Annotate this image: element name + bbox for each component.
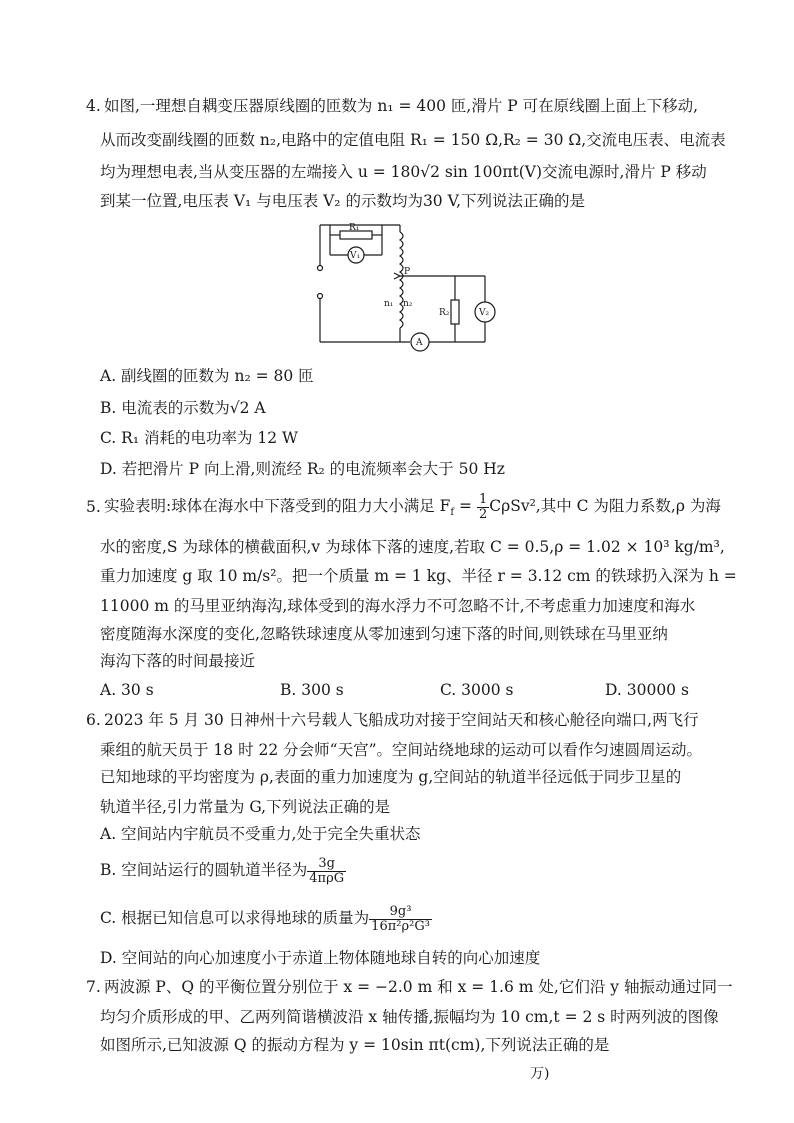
q7-text-line-1: 两波源 P、Q 的平衡位置分别位于 x = −2.0 m 和 x = 1.6 m 处,它们沿 y 轴振动通过同一 <box>104 978 733 996</box>
page-footer: 万) <box>530 1066 550 1082</box>
q6-text-line-3: 已知地球的平均密度为 ρ,表面的重力加速度为 g,空间站的轨道半径远低于同步卫星的 <box>100 768 682 786</box>
q4-text-line-2: 从而改变副线圈的匝数 n₂,电路中的定值电阻 R₁ = 150 Ω,R₂ = 30 Ω,交流电压表、电流表 <box>100 131 726 149</box>
q4-text-line-3: 均为理想电表,当从变压器的左端接入 u = 180√2 sin 100πt(V)交流电源时,滑片 P 移动 <box>100 163 707 181</box>
r1-label: R₁ <box>349 223 360 233</box>
q6-text-line-2: 乘组的航天员于 18 时 22 分会师“天宫”。空间站绕地球的运动可以看作匀速圆周运动。 <box>100 741 703 759</box>
q5-text-line-2: 水的密度,S 为球体的横截面积,v 为球体下落的速度,若取 C = 0.5,ρ = 1.02 × 10³ kg/m³, <box>100 538 725 556</box>
q4-option-c: C. R₁ 消耗的电功率为 12 W <box>100 429 298 447</box>
q4-text-line-4: 到某一位置,电压表 V₁ 与电压表 V₂ 的示数均为30 V,下列说法正确的是 <box>100 192 586 210</box>
q4-option-b: B. 电流表的示数为√2 A <box>100 399 266 417</box>
q5-option-c: C. 3000 s <box>440 681 514 699</box>
q6-option-c: C. 根据已知信息可以求得地球的质量为 $\frac{\text{9g³}}{\text{16π²ρ²G³}}$ <box>100 903 430 934</box>
q4-text-line-1: 如图,一理想自耦变压器原线圈的匝数为 n₁ = 400 匝,滑片 P 可在原线圈上面上下移动, <box>104 97 699 115</box>
q5-half-fraction: $\frac{1}{2}$ <box>478 491 488 522</box>
transformer-circuit-diagram <box>300 220 505 355</box>
q5-text-line-6: 海沟下落的时间最接近 <box>100 652 256 670</box>
q5-number: 5. <box>86 498 101 516</box>
q5-text-line-3: 重力加速度 g 取 10 m/s²。把一个质量 m = 1 kg、半径 r = 3.12 cm 的铁球扔入深为 h = <box>100 567 737 585</box>
q6-text-line-1: 2023 年 5 月 30 日神州十六号载人飞船成功对接于空间站天和核心舱径向端口,两飞行 <box>104 711 699 729</box>
slider-p-label: P <box>404 267 411 277</box>
q6-option-c-fraction: $\frac{\text{9g³}}{\text{16π²ρ²G³}}$ <box>371 903 430 934</box>
v1-label: V₁ <box>350 251 361 261</box>
v2-label: V₂ <box>479 308 490 318</box>
q4-option-a: A. 副线圈的匝数为 n₂ = 80 匝 <box>100 367 314 385</box>
q7-text-line-2: 均匀介质形成的甲、乙两列简谐横波沿 x 轴传播,振幅均为 10 cm,t = 2 s 时两列波的图像 <box>100 1008 719 1026</box>
q5-eq: = <box>454 497 477 515</box>
r2-label: R₂ <box>439 308 450 318</box>
q5-text-line-4: 11000 m 的马里亚纳海沟,球体受到的海水浮力不可忽略不计,不考虑重力加速度和海水 <box>100 597 696 615</box>
q5-text-line-5: 密度随海水深度的变化,忽略铁球速度从零加速到匀速下落的时间,则铁球在马里亚纳 <box>100 625 668 643</box>
q4-number: 4. <box>86 97 101 115</box>
n2-label: n₂ <box>403 299 413 309</box>
q5-line1-pre: 实验表明:球体在海水中下落受到的阻力大小满足 F <box>104 497 451 515</box>
q7-number: 7. <box>86 978 101 996</box>
q6-option-b: B. 空间站运行的圆轨道半径为 $\frac{3g}{\text{4πρG}}$ <box>100 855 345 886</box>
q6-option-a: A. 空间站内宇航员不受重力,处于完全失重状态 <box>100 825 421 843</box>
q6-option-d: D. 空间站的向心加速度小于赤道上物体随地球自转的向心加速度 <box>100 949 541 967</box>
q5-option-a: A. 30 s <box>100 681 154 699</box>
q5-option-d: D. 30000 s <box>605 681 689 699</box>
q5-text-line-1 <box>104 488 721 531</box>
ammeter-label: A <box>416 338 423 348</box>
q6-number: 6. <box>86 711 101 729</box>
q5-line1-post: CρSv²,其中 C 为阻力系数,ρ 为海 <box>489 497 721 515</box>
q7-text-line-3: 如图所示,已知波源 Q 的振动方程为 y = 10sin πt(cm),下列说法正确的是 <box>100 1036 610 1054</box>
q6-text-line-4: 轨道半径,引力常量为 G,下列说法正确的是 <box>100 798 391 816</box>
q6-option-b-fraction: $\frac{3g}{\text{4πρG}}$ <box>309 855 345 886</box>
q4-option-d: D. 若把滑片 P 向上滑,则流经 R₂ 的电流频率会大于 50 Hz <box>100 460 505 478</box>
q5-ff-sub: f <box>450 507 455 519</box>
q5-option-b: B. 300 s <box>280 681 344 699</box>
n1-label: n₁ <box>384 299 394 309</box>
